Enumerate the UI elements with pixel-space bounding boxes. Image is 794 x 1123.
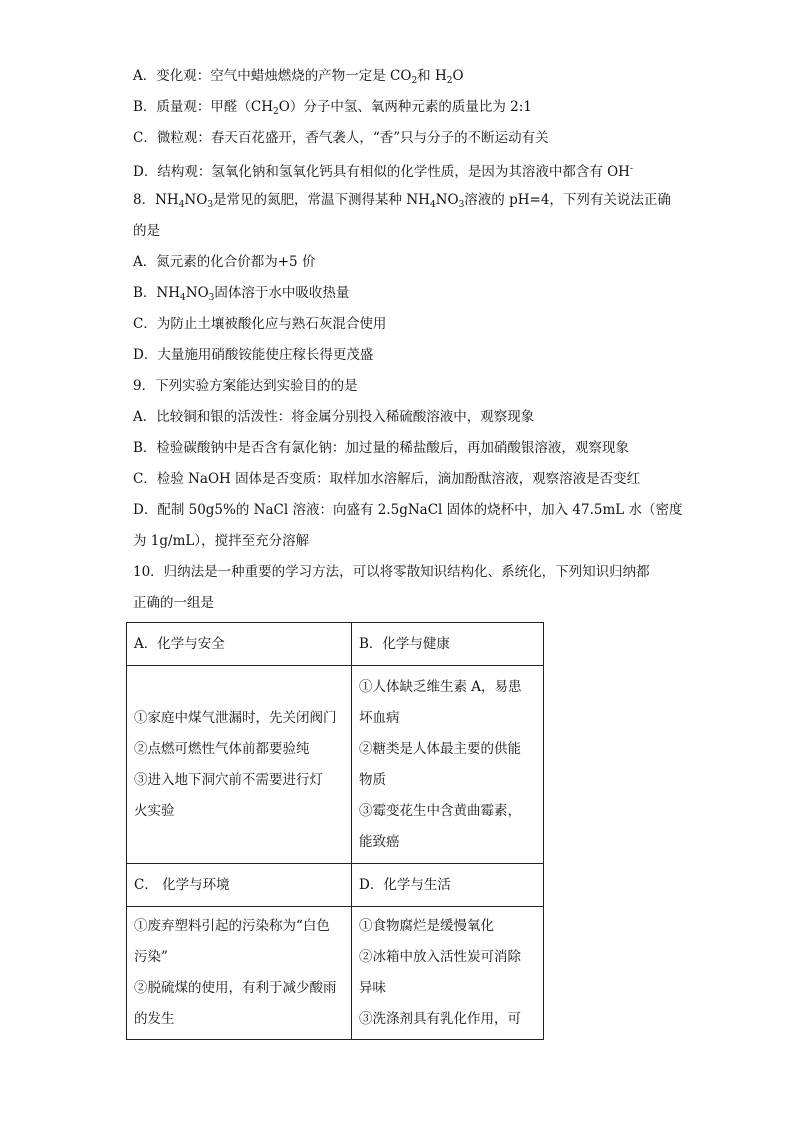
list-item: ②冰箱中放入活性炭可消除 — [359, 949, 521, 965]
list-item: 污染” — [134, 949, 168, 965]
list-item: ①废弃塑料引起的污染称为“白色 — [134, 918, 330, 934]
list-item: ②糖类是人体最主要的供能 — [359, 740, 521, 757]
q9-option-b: B．检验碳酸钠中是否含有氯化钠：加过量的稀盐酸后，再加硝酸银溶液，观察现象 — [133, 440, 629, 456]
list-item: 火实验 — [134, 802, 175, 819]
q9-option-d-line-2: 为 1g/mL），搅拌至充分溶解 — [133, 533, 310, 549]
list-item: 的发生 — [134, 1011, 175, 1027]
list-item: 能致癌 — [359, 833, 400, 850]
q7-option-a: A．变化观：空气中蜡烛燃烧的产物一定是 $CO_2$和 $H_2O$ — [133, 68, 464, 86]
q8-option-a: A．氮元素的化合价都为+5 价 — [133, 254, 316, 270]
group-a-title: A．化学与安全 — [127, 623, 352, 666]
list-item: ②脱硫煤的使用，有利于减少酸雨 — [134, 980, 337, 996]
q10-stem-line-2: 正确的一组是 — [133, 595, 214, 611]
table-row — [127, 907, 544, 1040]
group-d-items — [352, 907, 544, 1040]
list-item: ③进入地下洞穴前不需要进行灯 — [134, 771, 323, 788]
group-a-items — [127, 666, 352, 864]
q8-option-c: C．为防止土壤被酸化应与熟石灰混合使用 — [133, 316, 387, 332]
list-item: ③洗涤剂具有乳化作用，可 — [359, 1011, 521, 1027]
list-item: ①食物腐烂是缓慢氧化 — [359, 918, 494, 934]
table-row — [127, 623, 544, 666]
table-row — [127, 864, 544, 907]
list-item: ②点燃可燃性气体前都要验纯 — [134, 740, 310, 757]
group-d-title: D．化学与生活 — [352, 864, 544, 907]
list-item: 异味 — [359, 980, 386, 996]
list-item: ①家庭中煤气泄漏时，先关闭阀门 — [134, 709, 337, 726]
q9-option-d-line-1: D．配制 50g5%的 NaCl 溶液：向盛有 2.5gNaCl 固体的烧杯中，加入 47.5mL 水（密度 — [133, 502, 683, 518]
list-item: ①人体缺乏维生素 A，易患 — [359, 678, 522, 695]
group-c-title: C． 化学与环境 — [127, 864, 352, 907]
q8-option-b: B．$NH_4NO_3$固体溶于水中吸收热量 — [133, 285, 350, 303]
q9-stem: 9．下列实验方案能达到实验目的的是 — [133, 378, 358, 394]
q7-option-c: C．微粒观：春天百花盛开，香气袭人，“香”只与分子的不断运动有关 — [133, 130, 549, 146]
q7-option-d: D．结构观：氢氧化钠和氢氧化钙具有相似的化学性质，是因为其溶液中都含有 OH- — [133, 164, 634, 180]
q9-option-a: A．比较铜和银的活泼性：将金属分别投入稀硫酸溶液中，观察现象 — [133, 409, 535, 425]
list-item: ③霉变花生中含黄曲霉素， — [359, 802, 521, 819]
group-b-title: B．化学与健康 — [352, 623, 544, 666]
q8-option-d: D．大量施用硝酸铵能使庄稼长得更茂盛 — [133, 347, 374, 363]
q9-option-c: C．检验 NaOH 固体是否变质：取样加水溶解后，滴加酚酞溶液，观察溶液是否变红 — [133, 471, 641, 487]
list-item: 物质 — [359, 771, 386, 788]
q8-stem-line-2: 的是 — [133, 223, 160, 239]
list-item: 坏血病 — [359, 709, 400, 726]
q8-stem-line-1: 8．$NH_4NO_3$是常见的氮肥，常温下测得某种 $NH_4NO_3$溶液的 pH=4，下列有关说法正确 — [133, 192, 671, 210]
q10-stem-line-1: 10．归纳法是一种重要的学习方法，可以将零散知识结构化、系统化，下列知识归纳都 — [133, 564, 650, 580]
group-b-items — [352, 666, 544, 864]
q7-option-b: B．质量观：甲醛$(CH_2O)$分子中氢、氧两种元素的质量比为 2:1 — [133, 99, 532, 117]
table-row — [127, 666, 544, 864]
group-c-items — [127, 907, 352, 1040]
q10-knowledge-table — [126, 622, 544, 1040]
